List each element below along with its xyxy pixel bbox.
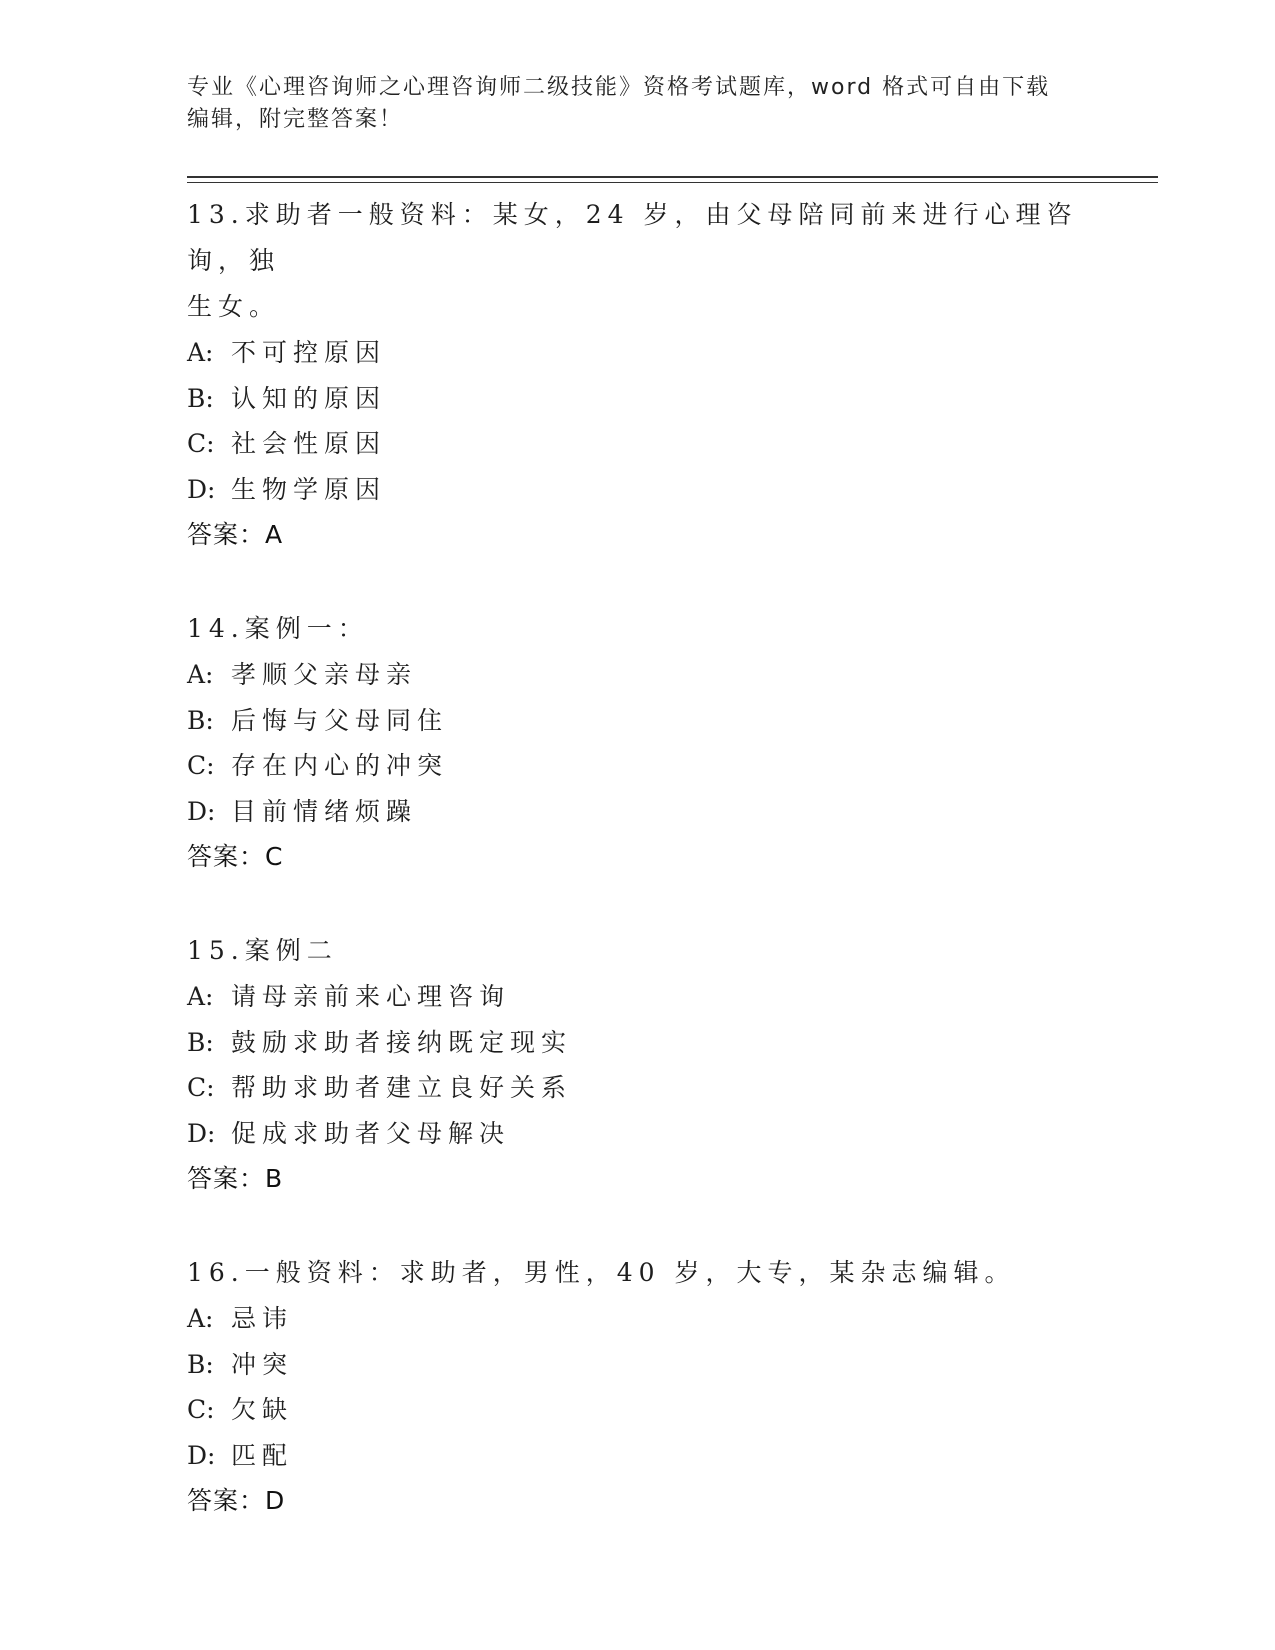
answer-line: 答案：B (187, 1164, 284, 1193)
option-c (187, 743, 1087, 789)
option-b (187, 376, 1087, 422)
header-line-2: 编辑，附完整答案！ (187, 107, 404, 132)
option-a (187, 652, 1087, 698)
option-text: 忌讳 (231, 1304, 294, 1333)
header-divider-top (187, 176, 1158, 178)
option-text: 帮助求助者建立良好关系 (231, 1073, 573, 1102)
option-letter: C: (187, 1073, 215, 1102)
question-15 (187, 928, 1087, 1202)
option-letter: D: (187, 1440, 216, 1470)
option-letter: C: (187, 1395, 215, 1424)
question-stem: 16.一般资料：求助者，男性，40 岁，大专，某杂志编辑。 (187, 1258, 1016, 1287)
option-d (187, 467, 1087, 513)
question-stem: 13.求助者一般资料：某女，24 岁，由父母陪同前来进行心理咨询，独 (187, 200, 1078, 275)
option-text: 请母亲前来心理咨询 (231, 982, 511, 1011)
option-d (187, 789, 1087, 835)
option-text: 促成求助者父母解决 (231, 1118, 511, 1148)
option-b (187, 698, 1087, 744)
option-text: 存在内心的冲突 (231, 751, 449, 780)
option-text: 不可控原因 (231, 338, 387, 367)
question-13 (187, 192, 1087, 558)
option-b (187, 1020, 1087, 1066)
document-header (187, 72, 1087, 136)
option-text: 孝顺父亲母亲 (231, 660, 418, 689)
question-14 (187, 606, 1087, 880)
option-b (187, 1342, 1087, 1388)
option-letter: D: (187, 1118, 216, 1148)
option-text: 生物学原因 (231, 474, 387, 504)
option-a (187, 974, 1087, 1020)
question-stem: 14.案例一： (187, 614, 369, 643)
option-letter: C: (187, 751, 215, 780)
option-c (187, 421, 1087, 467)
option-letter: A: (187, 1304, 214, 1333)
header-divider-bottom (187, 182, 1158, 183)
option-letter: D: (187, 474, 216, 504)
option-text: 冲突 (231, 1349, 294, 1379)
option-letter: B: (187, 705, 214, 735)
option-d (187, 1433, 1087, 1479)
option-text: 匹配 (231, 1440, 294, 1470)
option-text: 后悔与父母同住 (231, 705, 449, 735)
option-letter: A: (187, 338, 214, 367)
option-text: 认知的原因 (231, 383, 387, 413)
option-letter: A: (187, 982, 214, 1011)
option-letter: B: (187, 1349, 214, 1379)
option-c (187, 1065, 1087, 1111)
option-letter: D: (187, 796, 216, 826)
option-a (187, 1296, 1087, 1342)
header-line-1: 专业《心理咨询师之心理咨询师二级技能》资格考试题库，word 格式可自由下载 (187, 75, 1051, 100)
option-text: 目前情绪烦躁 (231, 796, 418, 826)
option-text: 欠缺 (231, 1395, 294, 1424)
option-c (187, 1387, 1087, 1433)
question-stem: 15.案例二 (187, 936, 338, 965)
option-a (187, 330, 1087, 376)
question-stem-continued: 生女。 (187, 292, 281, 321)
question-list (187, 192, 1087, 1572)
question-16 (187, 1250, 1087, 1524)
option-text: 鼓励求助者接纳既定现实 (231, 1027, 573, 1057)
option-text: 社会性原因 (231, 429, 387, 458)
option-d (187, 1111, 1087, 1157)
answer-line: 答案：A (187, 520, 284, 549)
option-letter: B: (187, 383, 214, 413)
answer-line: 答案：C (187, 842, 284, 871)
option-letter: B: (187, 1027, 214, 1057)
option-letter: A: (187, 660, 214, 689)
answer-line: 答案：D (187, 1486, 286, 1515)
option-letter: C: (187, 429, 215, 458)
